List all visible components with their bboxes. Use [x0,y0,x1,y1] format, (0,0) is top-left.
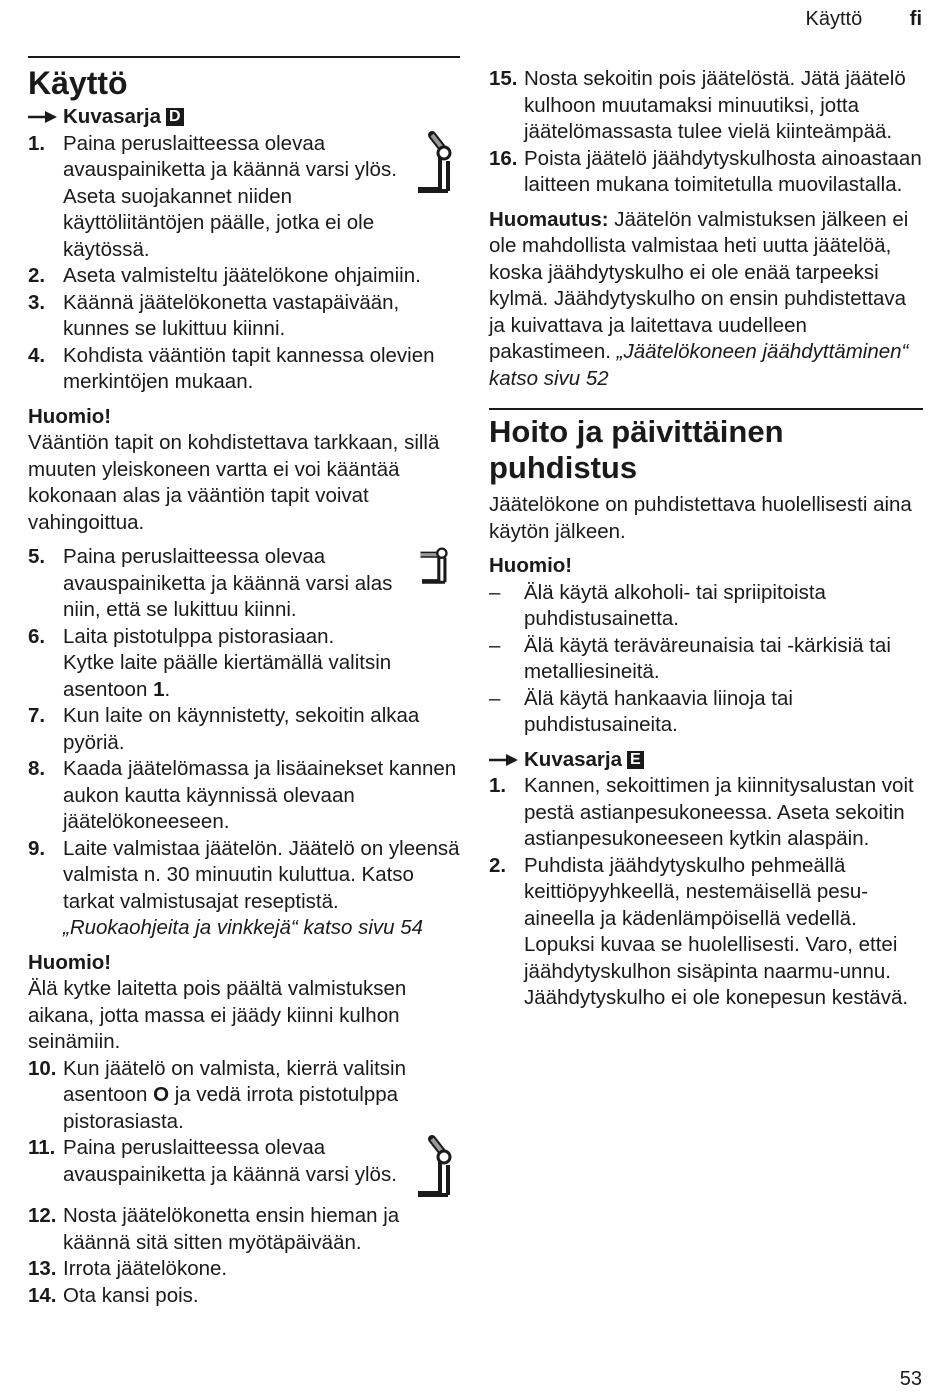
step-text: Kun laite on käynnistetty, sekoitin alkaa pyöriä. [63,704,420,754]
warning-title: Huomio! [489,554,573,577]
step-number: 9. [28,836,46,860]
arrow-right-icon [489,753,519,767]
step-16 [489,146,923,199]
step-5 [28,544,404,624]
intro-text: Jäätelökone on puhdistettava huolellisesti aina käytön jälkeen. [489,493,912,543]
step-text: Nosta jäätelökonetta ensin hieman ja käännä sitä sitten myötäpäivään. [63,1204,400,1254]
list-item: – Älä käytä teräväreunaisia tai -kärkisiä tai metalliesineitä. [489,633,891,683]
step-number: 10. [28,1056,57,1080]
step-text: Nosta sekoitin pois jäätelöstä. Jätä jäätelö kulhoon muutamaksi minuutiksi, jotta jäätelömassasta tulee vielä kiinteämpää. [524,67,906,143]
step-text: Ota kansi pois. [63,1283,199,1307]
step-3 [28,290,460,343]
step-15 [489,66,923,146]
step-number: 7. [28,704,46,727]
section-rule [28,56,460,58]
step-text: Laita pistotulppa pistorasiaan. Kytke laite päälle kiertämällä valitsin asentoon 1. [63,624,392,701]
step-11 [28,1135,404,1188]
step-text: Kun jäätelö on valmista, kierrä valitsin asentoon O ja vedä irrota pistotulppa pistorasiasta. [63,1056,406,1133]
sequence-letter: D [166,108,184,126]
header-language: fi [909,8,922,30]
step-number: 16. [489,146,518,170]
warning-title: Huomio! [28,404,112,428]
step-7 [28,703,460,756]
step-text: Käännä jäätelökonetta vastapäivään, kunnes se lukittuu kiinni. [63,290,400,340]
arrow-right-icon [28,110,58,124]
step-1 [28,131,404,264]
remark-label: Huomautus: [489,207,609,231]
cleaning-step-2 [489,853,923,1012]
step-number: 2. [489,853,507,877]
list-item: – Älä käytä hankaavia liinoja tai puhdistusaineita. [489,686,793,736]
step-text: Kaada jäätelömassa ja lisäainekset kannen aukon kautta käynnissä olevaan jäätelökoneeseen. [63,757,457,833]
step-6 [28,624,460,704]
step-12 [28,1203,460,1256]
step-text: Kohdista vääntiön tapit kannessa olevien merkintöjen mukaan. [63,343,435,393]
step-number: 11. [28,1136,56,1159]
step-13 [28,1256,460,1283]
step-4 [28,343,460,396]
step-8 [28,756,460,836]
warning-text: Älä kytke laitetta pois päältä valmistuksen aikana, jotta massa ei jäädy kiinni kulhon seinämiin. [28,977,407,1053]
warning-text: Vääntiön tapit on kohdistettava tarkkaan, sillä muuten yleiskoneen vartta ei voi kääntää kokonaan alas ja vääntiön tapit voivat vahingoittua. [28,431,440,534]
page-number: 53 [899,1367,922,1390]
section-rule [489,408,923,410]
figure-sequence-e [489,747,923,774]
step-text: Puhdista jäähdytyskulho pehmeällä keittiöpyyhkeellä, nestemäisellä pesu-aineella ja kädenlämpöisellä vedellä. Lopuksi kuvaa se huolellisesti. Varo, ettei jäähdytyskulhon sisäpinta naarmu-unnu. Jäähdytyskulho ei ole konepesun kestävä. [524,853,909,1009]
section-title: Hoito ja päivittäinen puhdistus [489,414,784,485]
step-number: 12. [28,1204,57,1227]
cross-reference: „Jäätelökoneen jäähdyttäminen“ katso sivu 52 [489,340,909,390]
step-number: 3. [28,290,46,314]
step-text: Paina peruslaitteessa olevaa avauspainiketta ja käännä varsi ylös. [63,1136,397,1186]
left-column [28,56,460,1309]
page-header [806,6,922,33]
right-column [489,66,923,1012]
step-text: Poista jäätelö jäähdytyskulhosta ainoastaan laitteen mukana toimitetulla muovilastalla. [524,146,922,196]
cleaning-step-1 [489,773,923,853]
sequence-label: Kuvasarja [524,747,623,771]
step-number: 2. [28,264,46,287]
step-number: 8. [28,757,46,780]
step-text: Laite valmistaa jäätelön. Jäätelö on yleensä valmista n. 30 minuutin kuluttua. Katso tarkat valmistusajat reseptistä. „Ruokaohjeita ja vinkkejä“ katso sivu 54 [63,836,460,939]
remark-paragraph: Huomautus: Jäätelön valmistuksen jälkeen ei ole mahdollista valmistaa heti uutta jäätelöä, koska jäähdytyskulho ei ole enää tarpeeksi kylmä. Jäähdytyskulho on ensin puhdistettava ja kuivattava ja laitettava uudelleen pakastimeen. „Jäätelökoneen jäähdyttäminen“ katso sivu 52 [489,207,909,390]
step-number: 4. [28,343,46,367]
step-text: Kannen, sekoittimen ja kiinnitysalustan voit pestä astianpesukoneessa. Aseta sekoitin astianpesukoneeseen kytkin alaspäin. [524,774,914,850]
step-2 [28,263,460,290]
step-number: 5. [28,545,46,568]
step-number: 1. [28,131,46,155]
sequence-letter: E [627,751,644,769]
cross-reference: „Ruokaohjeita ja vinkkejä“ katso sivu 54 [63,916,424,939]
sequence-label: Kuvasarja [63,105,162,128]
step-text: Irrota jäätelökone. [63,1257,228,1280]
warning-title: Huomio! [28,950,112,974]
section-title: Käyttö [28,65,128,101]
step-number: 15. [489,67,518,90]
figure-sequence-d [28,104,460,131]
step-number: 14. [28,1283,57,1307]
step-number: 1. [489,774,507,797]
arm-down-icon [410,544,460,596]
step-text: Paina peruslaitteessa olevaa avauspainiketta ja käännä varsi alas niin, että se lukittuu kiinni. [63,545,393,621]
header-section: Käyttö [805,8,863,30]
step-number: 6. [28,624,46,648]
step-text: Paina peruslaitteessa olevaa avauspainiketta ja käännä varsi ylös. Aseta suojakannet niiden käyttöliitäntöjen päälle, jotka ei ole käytössä. [63,131,397,261]
arm-up-icon [410,1135,460,1203]
step-10 [28,1056,460,1136]
arm-up-icon [410,131,460,199]
step-number: 13. [28,1257,57,1280]
list-item: – Älä käytä alkoholi- tai spriipitoista puhdistusainetta. [489,580,826,630]
step-9 [28,836,460,942]
step-14 [28,1283,460,1310]
step-text: Aseta valmisteltu jäätelökone ohjaimiin. [63,264,421,287]
